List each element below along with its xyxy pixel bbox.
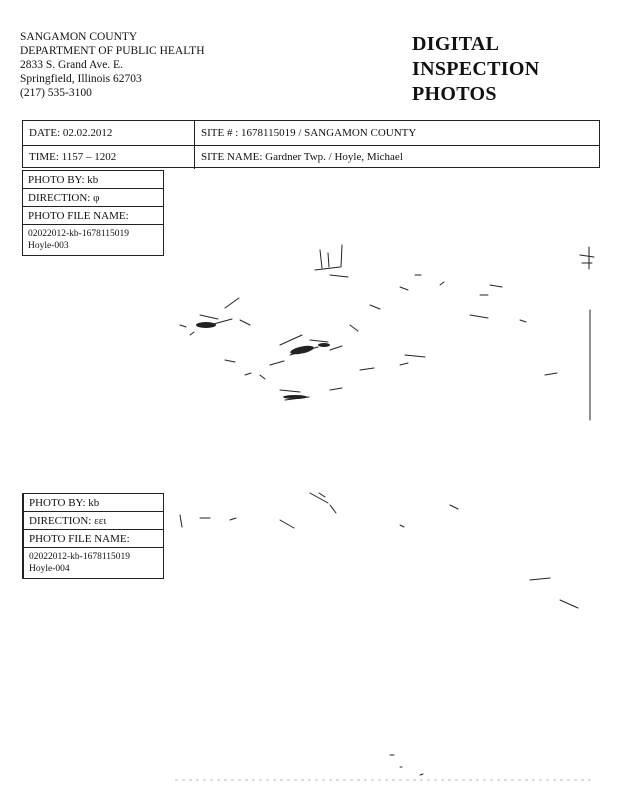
site-number-cell: SITE # : 1678115019 / SANGAMON COUNTY [201, 127, 417, 139]
agency-address-line2: Springfield, Illinois 62703 [20, 73, 142, 85]
photo-info-box [22, 493, 164, 579]
photo-direction: DIRECTION: εει [24, 512, 163, 530]
info-row-date [23, 121, 599, 146]
title-line-1: DIGITAL [412, 33, 500, 55]
photo-file-name-line1: 02022012-kb-1678115019 [29, 552, 130, 562]
photo-direction: DIRECTION: φ [23, 189, 163, 207]
faded-photo-scan [170, 175, 600, 795]
photo-file-name-line2: Hoyle-004 [29, 564, 70, 574]
info-row-time [23, 145, 599, 169]
inspection-info-table [22, 120, 600, 168]
document-title [412, 32, 539, 107]
agency-address-line1: 2833 S. Grand Ave. E. [20, 59, 123, 71]
scan-noise-image [170, 175, 600, 795]
photo-by: PHOTO BY: kb [23, 171, 163, 189]
title-line-3: PHOTOS [412, 83, 497, 105]
photo-by: PHOTO BY: kb [24, 494, 163, 512]
date-cell: DATE: 02.02.2012 [23, 121, 195, 145]
photo-file-name [24, 548, 163, 578]
photo-info-box [22, 170, 164, 256]
photo-file-name [23, 225, 163, 255]
agency-phone: (217) 535-3100 [20, 87, 92, 99]
time-cell: TIME: 1157 – 1202 [23, 145, 195, 169]
agency-name: SANGAMON COUNTY [20, 31, 138, 43]
agency-department: DEPARTMENT OF PUBLIC HEALTH [20, 45, 205, 57]
photo-file-name-line2: Hoyle-003 [28, 241, 69, 251]
site-name-cell: SITE NAME: Gardner Twp. / Hoyle, Michael [201, 151, 403, 163]
photo-file-label: PHOTO FILE NAME: [23, 207, 163, 225]
photo-file-name-line1: 02022012-kb-1678115019 [28, 229, 129, 239]
agency-header [20, 30, 205, 100]
title-line-2: INSPECTION [412, 58, 540, 80]
photo-file-label: PHOTO FILE NAME: [24, 530, 163, 548]
